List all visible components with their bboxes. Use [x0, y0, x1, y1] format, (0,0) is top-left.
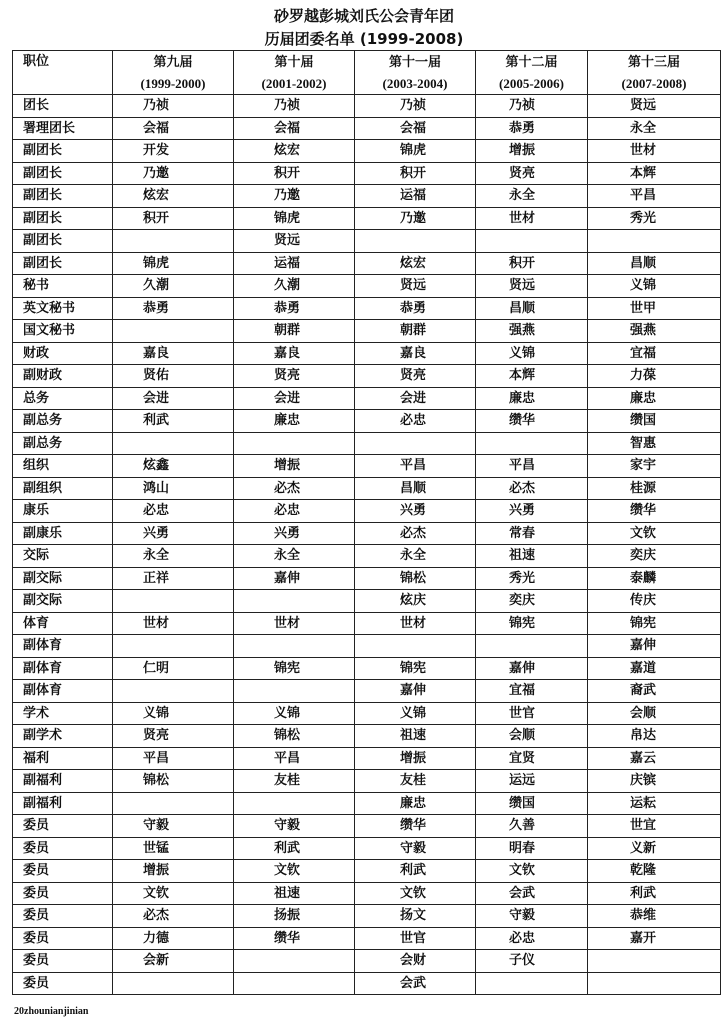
member-name-cell: 平昌	[113, 747, 234, 770]
member-name-cell: 宜福	[476, 680, 588, 703]
member-name-cell: 力德	[113, 927, 234, 950]
member-name-cell: 运福	[355, 185, 476, 208]
position-cell: 福利	[13, 747, 113, 770]
member-name-cell: 宜福	[588, 342, 721, 365]
member-name-cell: 永全	[476, 185, 588, 208]
table-row	[13, 455, 721, 478]
member-name-cell	[476, 230, 588, 253]
table-row	[13, 387, 721, 410]
member-name-cell: 宜贤	[476, 747, 588, 770]
member-name-cell: 兴勇	[234, 522, 355, 545]
table-row	[13, 185, 721, 208]
term-header-13: 第十三届	[588, 51, 721, 74]
member-name-cell: 文钦	[355, 882, 476, 905]
position-cell: 副交际	[13, 590, 113, 613]
member-name-cell: 贤远	[234, 230, 355, 253]
member-name-cell	[476, 635, 588, 658]
member-name-cell: 义锦	[234, 702, 355, 725]
member-name-cell: 义锦	[355, 702, 476, 725]
position-column-header: 职位	[13, 51, 113, 95]
member-name-cell: 世官	[476, 702, 588, 725]
member-name-cell: 缵华	[234, 927, 355, 950]
member-name-cell: 恭勇	[113, 297, 234, 320]
committee-roster-table	[12, 50, 721, 995]
member-name-cell: 桂源	[588, 477, 721, 500]
member-name-cell: 嘉伸	[234, 567, 355, 590]
position-cell: 副团长	[13, 140, 113, 163]
member-name-cell: 祖速	[234, 882, 355, 905]
member-name-cell	[113, 972, 234, 995]
member-name-cell: 炫宏	[234, 140, 355, 163]
term-header-9: 第九届	[113, 51, 234, 74]
member-name-cell: 锦虎	[234, 207, 355, 230]
member-name-cell: 永全	[234, 545, 355, 568]
member-name-cell	[113, 230, 234, 253]
term-years-13: (2007-2008)	[588, 73, 721, 95]
member-name-cell: 积开	[113, 207, 234, 230]
table-row	[13, 680, 721, 703]
member-name-cell: 朝群	[355, 320, 476, 343]
member-name-cell: 积开	[355, 162, 476, 185]
table-row	[13, 230, 721, 253]
term-years-9: (1999-2000)	[113, 73, 234, 95]
member-name-cell: 嘉良	[355, 342, 476, 365]
member-name-cell: 昌顺	[476, 297, 588, 320]
position-cell: 副学术	[13, 725, 113, 748]
position-cell: 副团长	[13, 252, 113, 275]
member-name-cell: 炫宏	[355, 252, 476, 275]
member-name-cell: 帛达	[588, 725, 721, 748]
member-name-cell: 兴勇	[355, 500, 476, 523]
member-name-cell: 嘉道	[588, 657, 721, 680]
member-name-cell: 世材	[476, 207, 588, 230]
table-row	[13, 612, 721, 635]
member-name-cell: 正祥	[113, 567, 234, 590]
table-row	[13, 275, 721, 298]
member-name-cell: 会武	[355, 972, 476, 995]
member-name-cell: 必忠	[355, 410, 476, 433]
member-name-cell: 扬振	[234, 905, 355, 928]
member-name-cell: 利武	[234, 837, 355, 860]
position-cell: 副团长	[13, 162, 113, 185]
member-name-cell: 乃祯	[355, 95, 476, 118]
member-name-cell: 增振	[355, 747, 476, 770]
member-name-cell: 嘉伸	[355, 680, 476, 703]
member-name-cell: 嘉良	[234, 342, 355, 365]
member-name-cell: 世官	[355, 927, 476, 950]
member-name-cell: 恭勇	[234, 297, 355, 320]
term-years-12: (2005-2006)	[476, 73, 588, 95]
position-cell: 财政	[13, 342, 113, 365]
member-name-cell: 积开	[476, 252, 588, 275]
position-cell: 副福利	[13, 770, 113, 793]
member-name-cell: 增振	[113, 860, 234, 883]
member-name-cell	[588, 972, 721, 995]
position-cell: 交际	[13, 545, 113, 568]
member-name-cell: 子仪	[476, 950, 588, 973]
table-row	[13, 905, 721, 928]
member-name-cell	[113, 432, 234, 455]
table-row	[13, 882, 721, 905]
member-name-cell: 文钦	[113, 882, 234, 905]
position-cell: 副总务	[13, 432, 113, 455]
position-cell: 委员	[13, 882, 113, 905]
term-header-10: 第十届	[234, 51, 355, 74]
member-name-cell: 义锦	[588, 275, 721, 298]
member-name-cell	[355, 635, 476, 658]
member-name-cell: 会进	[234, 387, 355, 410]
member-name-cell: 世材	[113, 612, 234, 635]
member-name-cell: 乃祯	[476, 95, 588, 118]
member-name-cell: 兴勇	[113, 522, 234, 545]
position-cell: 委员	[13, 927, 113, 950]
position-cell: 体育	[13, 612, 113, 635]
member-name-cell: 友桂	[234, 770, 355, 793]
member-name-cell: 增振	[476, 140, 588, 163]
member-name-cell: 会财	[355, 950, 476, 973]
member-name-cell: 锦松	[355, 567, 476, 590]
member-name-cell: 炫宏	[113, 185, 234, 208]
position-cell: 副团长	[13, 207, 113, 230]
member-name-cell: 缵国	[476, 792, 588, 815]
table-row	[13, 837, 721, 860]
term-years-10: (2001-2002)	[234, 73, 355, 95]
member-name-cell: 贤亮	[113, 725, 234, 748]
member-name-cell: 必杰	[113, 905, 234, 928]
member-name-cell: 守毅	[476, 905, 588, 928]
member-name-cell: 义锦	[113, 702, 234, 725]
position-cell: 康乐	[13, 500, 113, 523]
member-name-cell: 缵华	[588, 500, 721, 523]
member-name-cell: 平昌	[355, 455, 476, 478]
member-name-cell: 恭勇	[476, 117, 588, 140]
member-name-cell: 缵华	[476, 410, 588, 433]
table-row	[13, 522, 721, 545]
table-row	[13, 545, 721, 568]
member-name-cell: 锦宪	[355, 657, 476, 680]
member-name-cell: 利武	[588, 882, 721, 905]
member-name-cell: 积开	[234, 162, 355, 185]
member-name-cell: 乃邀	[234, 185, 355, 208]
member-name-cell: 贤亮	[234, 365, 355, 388]
member-name-cell: 必忠	[476, 927, 588, 950]
table-row	[13, 140, 721, 163]
position-cell: 国文秘书	[13, 320, 113, 343]
position-cell: 副福利	[13, 792, 113, 815]
member-name-cell: 永全	[355, 545, 476, 568]
member-name-cell: 会顺	[476, 725, 588, 748]
member-name-cell: 必忠	[113, 500, 234, 523]
member-name-cell: 廉忠	[588, 387, 721, 410]
member-name-cell: 明春	[476, 837, 588, 860]
member-name-cell: 嘉伸	[588, 635, 721, 658]
member-name-cell: 嘉开	[588, 927, 721, 950]
member-name-cell: 友桂	[355, 770, 476, 793]
member-name-cell: 锦虎	[113, 252, 234, 275]
member-name-cell: 裔武	[588, 680, 721, 703]
table-row	[13, 410, 721, 433]
table-row	[13, 792, 721, 815]
member-name-cell: 廉忠	[355, 792, 476, 815]
member-name-cell: 久善	[476, 815, 588, 838]
member-name-cell	[234, 680, 355, 703]
member-name-cell: 文钦	[234, 860, 355, 883]
position-cell: 学术	[13, 702, 113, 725]
member-name-cell	[113, 792, 234, 815]
position-cell: 团长	[13, 95, 113, 118]
table-row	[13, 342, 721, 365]
table-row	[13, 297, 721, 320]
member-name-cell: 炫鑫	[113, 455, 234, 478]
position-cell: 委员	[13, 950, 113, 973]
member-name-cell: 世锰	[113, 837, 234, 860]
table-row	[13, 432, 721, 455]
position-cell: 委员	[13, 972, 113, 995]
table-row	[13, 162, 721, 185]
member-name-cell: 文钦	[476, 860, 588, 883]
position-cell: 组织	[13, 455, 113, 478]
member-name-cell: 乃邀	[113, 162, 234, 185]
member-name-cell: 仁明	[113, 657, 234, 680]
member-name-cell: 守毅	[113, 815, 234, 838]
member-name-cell	[113, 680, 234, 703]
position-cell: 委员	[13, 837, 113, 860]
member-name-cell: 开发	[113, 140, 234, 163]
header-row-years	[13, 73, 721, 95]
member-name-cell: 秀光	[588, 207, 721, 230]
position-cell: 副组织	[13, 477, 113, 500]
member-name-cell: 义锦	[476, 342, 588, 365]
table-row	[13, 635, 721, 658]
document-subtitle: 历届团委名单 (1999-2008)	[264, 30, 464, 48]
position-cell: 委员	[13, 905, 113, 928]
member-name-cell: 朝群	[234, 320, 355, 343]
member-name-cell: 永全	[588, 117, 721, 140]
member-name-cell: 泰麟	[588, 567, 721, 590]
member-name-cell	[355, 432, 476, 455]
member-name-cell: 久潮	[113, 275, 234, 298]
member-name-cell: 家宇	[588, 455, 721, 478]
term-years-11: (2003-2004)	[355, 73, 476, 95]
member-name-cell	[476, 432, 588, 455]
member-name-cell: 嘉云	[588, 747, 721, 770]
position-cell: 署理团长	[13, 117, 113, 140]
member-name-cell	[234, 792, 355, 815]
member-name-cell: 锦松	[113, 770, 234, 793]
position-cell: 副体育	[13, 680, 113, 703]
member-name-cell	[234, 635, 355, 658]
member-name-cell: 锦宪	[234, 657, 355, 680]
member-name-cell: 昌顺	[355, 477, 476, 500]
member-name-cell	[588, 950, 721, 973]
member-name-cell: 运福	[234, 252, 355, 275]
member-name-cell: 本辉	[476, 365, 588, 388]
member-name-cell: 强燕	[588, 320, 721, 343]
table-row	[13, 747, 721, 770]
member-name-cell: 会进	[355, 387, 476, 410]
member-name-cell: 力葆	[588, 365, 721, 388]
member-name-cell: 嘉伸	[476, 657, 588, 680]
member-name-cell: 会福	[355, 117, 476, 140]
table-row	[13, 207, 721, 230]
member-name-cell: 会顺	[588, 702, 721, 725]
member-name-cell: 增振	[234, 455, 355, 478]
table-row	[13, 725, 721, 748]
term-header-11: 第十一届	[355, 51, 476, 74]
member-name-cell: 乃祯	[234, 95, 355, 118]
table-row	[13, 950, 721, 973]
member-name-cell: 贤佑	[113, 365, 234, 388]
member-name-cell: 恭勇	[355, 297, 476, 320]
table-row	[13, 702, 721, 725]
member-name-cell	[476, 972, 588, 995]
table-row	[13, 95, 721, 118]
member-name-cell: 昌顺	[588, 252, 721, 275]
member-name-cell: 永全	[113, 545, 234, 568]
position-cell: 委员	[13, 860, 113, 883]
table-row	[13, 860, 721, 883]
member-name-cell: 会进	[113, 387, 234, 410]
member-name-cell	[113, 320, 234, 343]
member-name-cell	[234, 432, 355, 455]
member-name-cell: 义新	[588, 837, 721, 860]
member-name-cell: 会新	[113, 950, 234, 973]
table-row	[13, 117, 721, 140]
member-name-cell: 祖速	[355, 725, 476, 748]
member-name-cell: 嘉良	[113, 342, 234, 365]
member-name-cell: 智惠	[588, 432, 721, 455]
position-cell: 副团长	[13, 185, 113, 208]
member-name-cell: 世材	[234, 612, 355, 635]
member-name-cell: 本辉	[588, 162, 721, 185]
member-name-cell: 守毅	[234, 815, 355, 838]
member-name-cell: 祖速	[476, 545, 588, 568]
member-name-cell: 廉忠	[234, 410, 355, 433]
position-cell: 委员	[13, 815, 113, 838]
table-row	[13, 477, 721, 500]
member-name-cell: 廉忠	[476, 387, 588, 410]
member-name-cell: 缵国	[588, 410, 721, 433]
table-row	[13, 770, 721, 793]
position-cell: 副交际	[13, 567, 113, 590]
table-row	[13, 365, 721, 388]
member-name-cell: 利武	[113, 410, 234, 433]
member-name-cell: 乃祯	[113, 95, 234, 118]
table-row	[13, 500, 721, 523]
member-name-cell: 锦虎	[355, 140, 476, 163]
position-cell: 副康乐	[13, 522, 113, 545]
document-title: 砂罗越彭城刘氏公会青年团	[273, 7, 454, 25]
table-row	[13, 590, 721, 613]
position-cell: 副财政	[13, 365, 113, 388]
member-name-cell: 世材	[588, 140, 721, 163]
member-name-cell: 必忠	[234, 500, 355, 523]
member-name-cell	[113, 635, 234, 658]
member-name-cell: 庆镔	[588, 770, 721, 793]
member-name-cell	[234, 950, 355, 973]
member-name-cell: 贤亮	[355, 365, 476, 388]
position-cell: 副总务	[13, 410, 113, 433]
member-name-cell: 锦松	[234, 725, 355, 748]
member-name-cell	[588, 230, 721, 253]
member-name-cell: 会武	[476, 882, 588, 905]
member-name-cell: 贤远	[588, 95, 721, 118]
member-name-cell: 秀光	[476, 567, 588, 590]
member-name-cell: 扬文	[355, 905, 476, 928]
member-name-cell: 锦宪	[588, 612, 721, 635]
member-name-cell: 常春	[476, 522, 588, 545]
footer-caption: 20zhounianjinian	[14, 1006, 89, 1017]
member-name-cell: 必杰	[476, 477, 588, 500]
position-cell: 副体育	[13, 635, 113, 658]
member-name-cell: 平昌	[476, 455, 588, 478]
member-name-cell: 锦宪	[476, 612, 588, 635]
member-name-cell: 缵华	[355, 815, 476, 838]
term-header-12: 第十二届	[476, 51, 588, 74]
table-row	[13, 815, 721, 838]
member-name-cell: 世甲	[588, 297, 721, 320]
member-name-cell	[113, 590, 234, 613]
table-row	[13, 320, 721, 343]
member-name-cell: 鸿山	[113, 477, 234, 500]
member-name-cell: 世材	[355, 612, 476, 635]
position-cell: 英文秘书	[13, 297, 113, 320]
position-cell: 副体育	[13, 657, 113, 680]
header-row-terms	[13, 51, 721, 74]
member-name-cell: 久潮	[234, 275, 355, 298]
position-cell: 副团长	[13, 230, 113, 253]
member-name-cell: 传庆	[588, 590, 721, 613]
table-row	[13, 567, 721, 590]
member-name-cell: 奕庆	[588, 545, 721, 568]
member-name-cell	[234, 590, 355, 613]
table-row	[13, 927, 721, 950]
member-name-cell: 强燕	[476, 320, 588, 343]
member-name-cell: 兴勇	[476, 500, 588, 523]
member-name-cell: 平昌	[234, 747, 355, 770]
member-name-cell: 文钦	[588, 522, 721, 545]
member-name-cell: 贤亮	[476, 162, 588, 185]
member-name-cell: 会福	[113, 117, 234, 140]
table-row	[13, 252, 721, 275]
member-name-cell: 贤远	[476, 275, 588, 298]
member-name-cell: 守毅	[355, 837, 476, 860]
table-row	[13, 972, 721, 995]
member-name-cell: 必杰	[355, 522, 476, 545]
member-name-cell: 乃邀	[355, 207, 476, 230]
member-name-cell: 利武	[355, 860, 476, 883]
member-name-cell: 世宜	[588, 815, 721, 838]
member-name-cell: 运耘	[588, 792, 721, 815]
member-name-cell: 奕庆	[476, 590, 588, 613]
member-name-cell: 会福	[234, 117, 355, 140]
member-name-cell: 炫庆	[355, 590, 476, 613]
position-cell: 秘书	[13, 275, 113, 298]
member-name-cell	[355, 230, 476, 253]
member-name-cell: 恭维	[588, 905, 721, 928]
position-cell: 总务	[13, 387, 113, 410]
member-name-cell: 平昌	[588, 185, 721, 208]
member-name-cell: 运远	[476, 770, 588, 793]
member-name-cell: 贤远	[355, 275, 476, 298]
member-name-cell: 乾隆	[588, 860, 721, 883]
table-row	[13, 657, 721, 680]
member-name-cell: 必杰	[234, 477, 355, 500]
member-name-cell	[234, 972, 355, 995]
